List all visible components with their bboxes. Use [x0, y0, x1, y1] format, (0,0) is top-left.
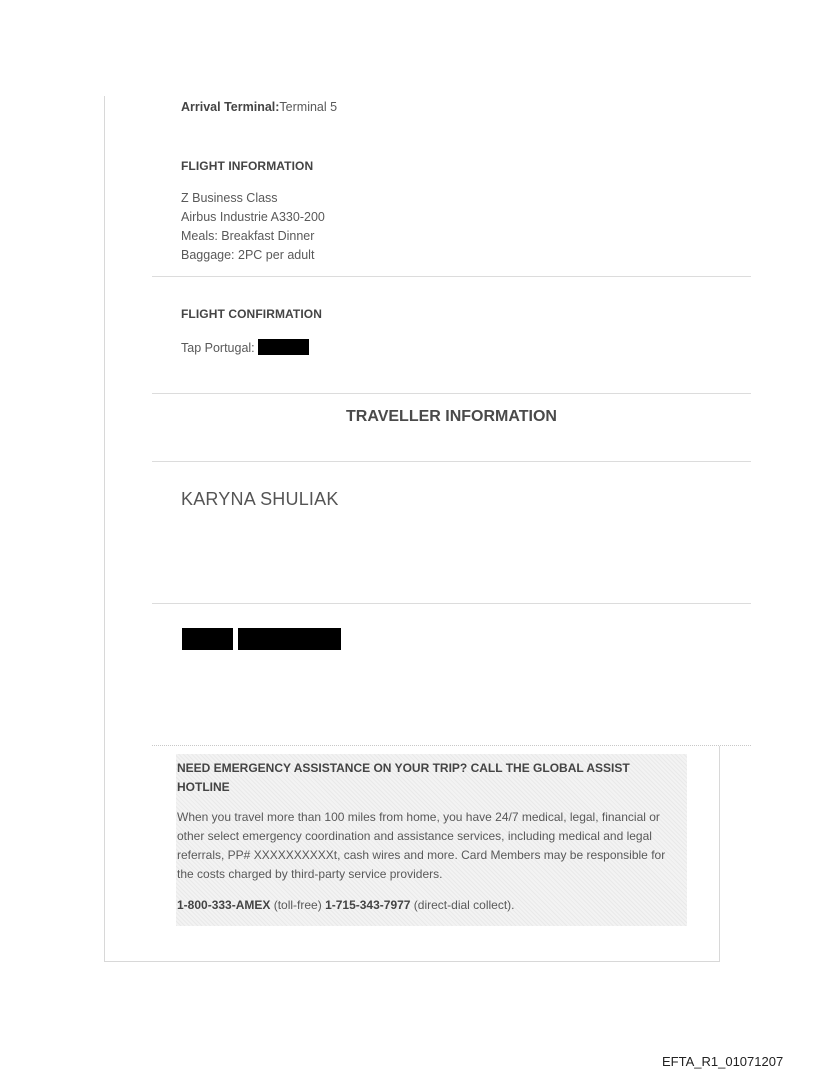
flight-confirmation-airline: Tap Portugal:	[181, 341, 255, 355]
redaction-block	[238, 628, 341, 650]
assistance-body: When you travel more than 100 miles from home, you have 24/7 medical, legal, financial or other select emergency coordination and assistance services, including medical and legal referrals, PP# XXXXXXXXXXt, cash wires and more. Card Members may be responsible for the costs charged by third-party service providers.	[177, 810, 666, 881]
traveller-information-heading: TRAVELLER INFORMATION	[346, 408, 557, 425]
page-frame-left	[104, 96, 105, 962]
divider-dotted	[152, 745, 751, 746]
flight-info-baggage: Baggage: 2PC per adult	[181, 248, 315, 262]
traveller-name: KARYNA SHULIAK	[181, 489, 339, 509]
assistance-title: NEED EMERGENCY ASSISTANCE ON YOUR TRIP? CALL THE GLOBAL ASSIST HOTLINE	[177, 761, 630, 794]
assistance-phone-line	[177, 898, 682, 912]
arrival-terminal-label: Arrival Terminal:	[181, 100, 280, 114]
tollfree-note: (toll-free)	[270, 898, 326, 912]
flight-info-aircraft: Airbus Industrie A330-200	[181, 210, 325, 224]
divider	[152, 276, 751, 277]
phone-tollfree: 1-800-333-AMEX	[177, 898, 271, 912]
flight-info-cabin: Z Business Class	[181, 191, 278, 205]
divider	[152, 603, 751, 604]
flight-confirmation-heading: FLIGHT CONFIRMATION	[181, 307, 322, 321]
document-id: EFTA_R1_01071207	[662, 1054, 784, 1069]
redaction-block	[258, 339, 309, 355]
divider	[152, 461, 751, 462]
page-frame-bottom	[104, 961, 720, 962]
phone-collect: 1-715-343-7977	[325, 898, 411, 912]
flight-information-heading: FLIGHT INFORMATION	[181, 159, 314, 173]
page-frame-right	[719, 746, 720, 962]
arrival-terminal-value: Terminal 5	[279, 100, 338, 114]
flight-info-meals: Meals: Breakfast Dinner	[181, 229, 315, 243]
arrival-terminal	[181, 100, 337, 114]
redaction-block	[182, 628, 233, 650]
divider	[152, 393, 751, 394]
collect-note: (direct-dial collect).	[410, 898, 515, 912]
